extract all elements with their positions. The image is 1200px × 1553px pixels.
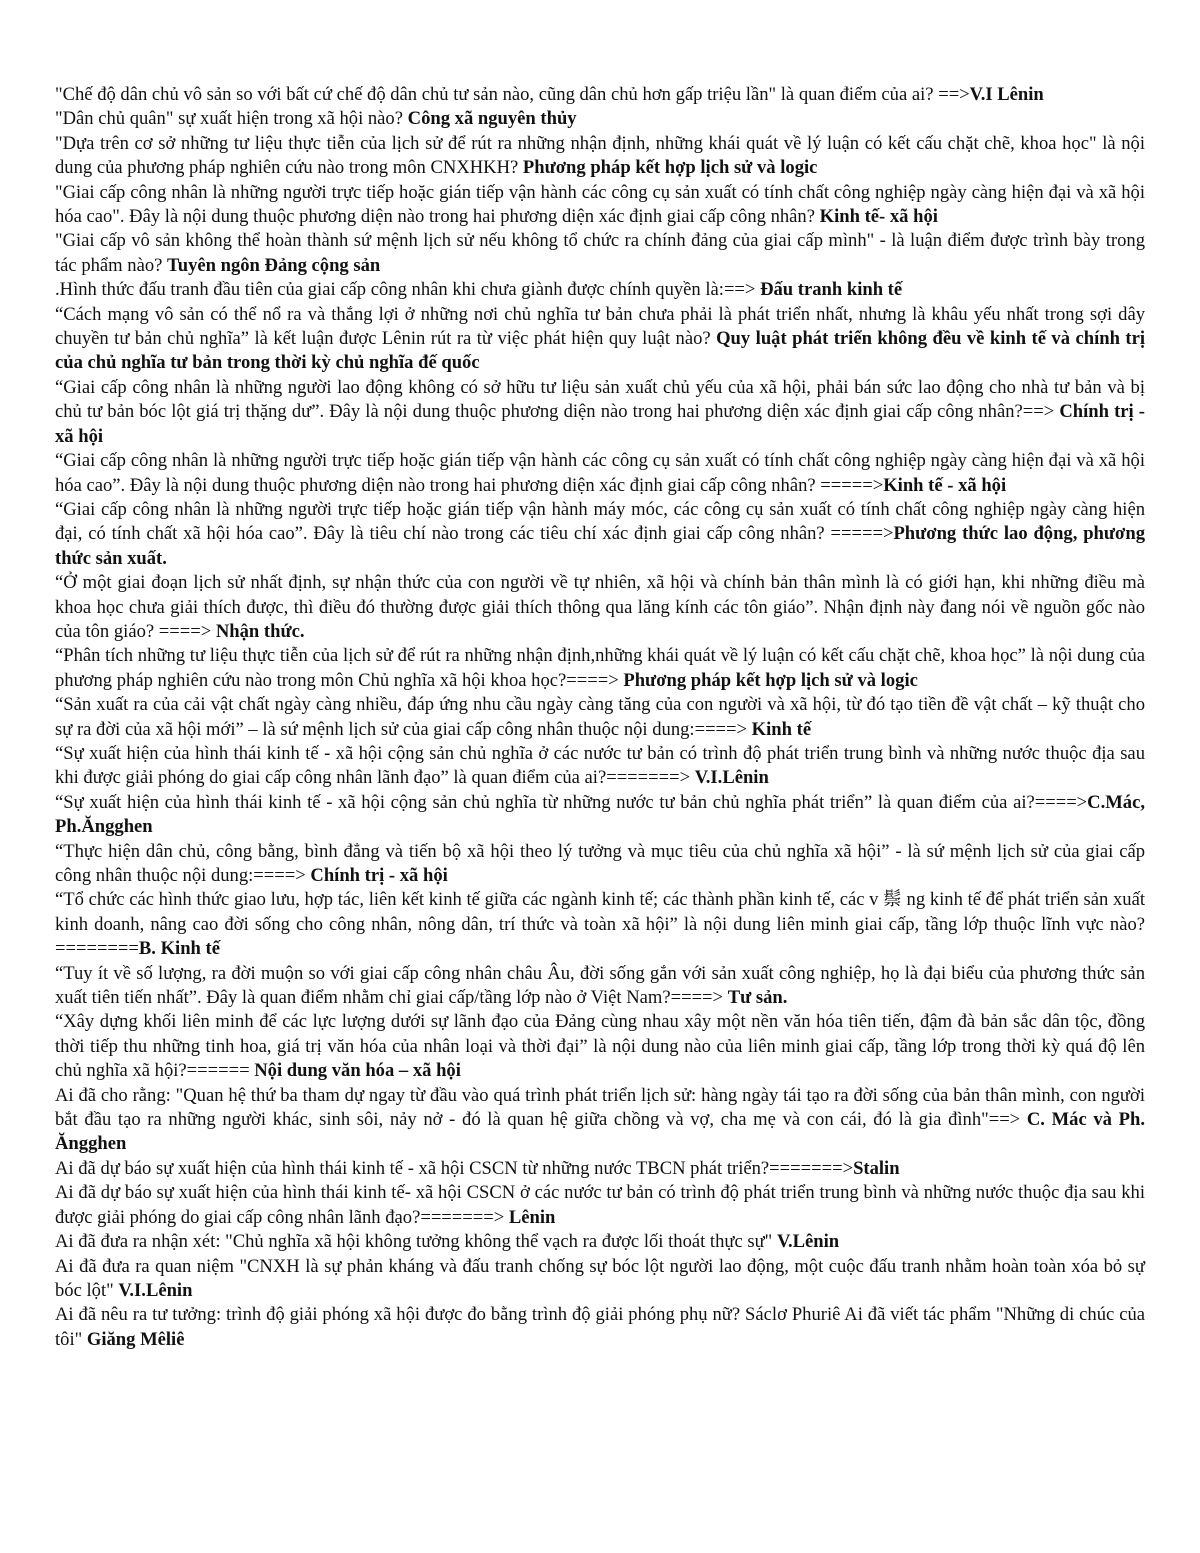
qa-paragraph [55,107,1145,131]
answer-text: Phương pháp kết hợp lịch sử và logic [522,157,818,179]
question-text: “Sự xuất hiện của hình thái kinh tế - xã hội cộng sản chủ nghĩa từ những nước tư bản chủ nghĩa phát triển” là quan điểm của ai?====> [55,791,1088,813]
question-text: Ai đã dự báo sự xuất hiện của hình thái kinh tế - xã hội CSCN từ những nước TBCN phát triển?=======> [55,1157,854,1179]
answer-text: V.Lênin [776,1231,840,1253]
question-text: “Giai cấp công nhân là những người lao động không có sở hữu tư liệu sản xuất chủ yếu của xã hội, phải bán sức lao động cho nhà tư bản và bị chủ tư bản bóc lột giá trị thặng dư”. Đây là nội dung thuộc phương diện nào trong hai phương diện xác định giai cấp công nhân?==> [55,376,1145,423]
answer-text: Tuyên ngôn Đảng cộng sản [167,254,381,276]
answer-text: Quy luật phát triển không đều về kinh tế và chính trị của chủ nghĩa tư bản trong thời kỳ chủ nghĩa đế quốc [55,328,1145,374]
answer-text: Giăng Mêliê [86,1328,185,1350]
question-text: “Phân tích những tư liệu thực tiễn của lịch sử để rút ra những nhận định,những khái quát về lý luận có kết cấu chặt chẽ, khoa học” là nội dung của phương pháp nghiên cứu nào trong môn Chủ nghĩa xã hội khoa học?====> [55,645,1145,691]
question-text: "Giai cấp công nhân là những người trực tiếp hoặc gián tiếp vận hành các công cụ sản xuất có tính chất công nghiệp ngày càng hiện đại và xã hội hóa cao". Đây là nội dung thuộc phương diện nào trong hai phương diện xác định giai cấp công nhân? [55,181,1145,228]
answer-text: C. Mác và Ph. Ăngghen [55,1109,1146,1155]
answer-text: Đấu tranh kinh tế [760,279,903,301]
qa-paragraph [55,1255,1145,1304]
qa-paragraph [55,1084,1145,1157]
question-text: “Giai cấp công nhân là những người trực tiếp hoặc gián tiếp vận hành các công cụ sản xuất có tính chất công nghiệp ngày càng hiện đại và xã hội hóa cao”. Đây là nội dung thuộc phương diện nào trong hai phương diện xác định giai cấp công nhân? =====> [55,450,1145,496]
question-text: "Dựa trên cơ sở những tư liệu thực tiễn của lịch sử để rút ra những nhận định, những khái quát về lý luận có kết cấu chặt chẽ, khoa học" là nội dung của phương pháp nghiên cứu nào trong môn CNXHKH? [55,132,1145,179]
question-text: "Giai cấp vô sản không thể hoàn thành sứ mệnh lịch sử nếu không tổ chức ra chính đảng của giai cấp mình" - là luận điểm được trình bày trong tác phẩm nào? [55,230,1145,276]
qa-paragraph [55,498,1145,571]
qa-paragraph [55,303,1145,376]
answer-text: V.I.Lênin [118,1279,193,1301]
answer-text: V.I Lênin [969,84,1044,105]
qa-paragraph [55,644,1145,693]
qa-paragraph [55,1157,1145,1181]
question-text: “Thực hiện dân chủ, công bằng, bình đẳng và tiến bộ xã hội theo lý tưởng và mục tiêu của chủ nghĩa xã hội” - là sứ mệnh lịch sử của giai cấp công nhân thuộc nội dung:====> [55,840,1145,886]
answer-text: Phương thức lao động, phương thức sản xuất. [55,523,1145,569]
qa-paragraph [55,1010,1145,1083]
answer-text: Stalin [853,1157,900,1179]
question-text: “Xây dựng khối liên minh để các lực lượng dưới sự lãnh đạo của Đảng cùng nhau xây một nền văn hóa tiên tiến, đậm đà bản sắc dân tộc, đồng thời tiếp thu những tinh hoa, giá trị văn hóa của nhân loại và thời đại” là nội dung nào của liên minh giai cấp, tầng lớp trong thời kỳ quá độ lên chủ nghĩa xã hội?====== [55,1011,1145,1082]
answer-text: Chính trị - xã hội [55,401,1145,447]
answer-text: Tư sản. [727,987,788,1009]
question-text: “Giai cấp công nhân là những người trực tiếp hoặc gián tiếp vận hành máy móc, các công cụ sản xuất có tính chất công nghiệp ngày càng hiện đại, có tính chất xã hội hóa cao”. Đây là tiêu chí nào trong các tiêu chí xác định giai cấp công nhân? =====> [55,498,1145,545]
question-text: “Ở một giai đoạn lịch sử nhất định, sự nhận thức của con người về tự nhiên, xã hội và chính bản thân mình là có giới hạn, khi những điều mà khoa học chưa giải thích được, thì điều đó thường được giải thích thông qua lăng kính các tôn giáo”. Nhận định này đang nói về nguồn gốc nào của tôn giáo? ====> [55,572,1145,642]
answer-text: Nhận thức. [215,620,305,642]
question-text: "Dân chủ quân" sự xuất hiện trong xã hội nào? [55,108,408,130]
qa-paragraph [55,278,1145,302]
question-text: “Tổ chức các hình thức giao lưu, hợp tác, liên kết kinh tế giữa các ngành kinh tế; các thành phần kinh tế, các v 鬃 ng kinh tế để phát triển sản xuất kinh doanh, nâng cao đời sống cho công nhân, nông dân, trí thức và toàn xã hội” là nội dung liên minh giai cấp, tầng lớp thuộc lĩnh vực nào?======== [55,889,1145,960]
question-text: Ai đã đưa ra quan niệm "CNXH là sự phản kháng và đấu tranh chống sự bóc lột người lao động, một cuộc đấu tranh nhằm hoàn toàn xóa bỏ sự bóc lột" [55,1255,1145,1301]
answer-text: Phương pháp kết hợp lịch sử và logic [623,669,918,691]
answer-text: C.Mác, Ph.Ăngghen [55,791,1145,838]
qa-paragraph [55,1181,1145,1230]
qa-paragraph [55,791,1145,840]
qa-paragraph [55,132,1145,181]
question-text: Ai đã dự báo sự xuất hiện của hình thái kinh tế- xã hội CSCN ở các nước tư bản có trình độ phát triển trung bình và những nước thuộc địa sau khi được giải phóng do giai cấp công nhân lãnh đạo?=======> [55,1182,1145,1228]
qa-paragraph [55,962,1145,1011]
answer-text: Kinh tế - xã hội [883,474,1007,496]
answer-text: V.I.Lênin [694,767,769,789]
question-text: “Sự xuất hiện của hình thái kinh tế - xã hội cộng sản chủ nghĩa ở các nước tư bản có trình độ phát triển trung bình và những nước thuộc địa sau khi được giải phóng do giai cấp công nhân lãnh đạo” là quan điểm của ai?=======> [55,742,1145,789]
qa-paragraph [55,840,1145,889]
question-text: “Sản xuất ra của cải vật chất ngày càng nhiều, đáp ứng nhu cầu ngày càng tăng của con người và xã hội, từ đó tạo tiền đề vật chất – kỹ thuật cho sự ra đời của xã hội mới” – là sứ mệnh lịch sử của giai cấp công nhân thuộc nội dung:====> [55,694,1145,740]
qa-paragraph [55,229,1145,278]
qa-paragraph [55,888,1145,961]
question-text: “Cách mạng vô sản có thể nổ ra và thắng lợi ở những nơi chủ nghĩa tư bản chưa phải là phát triển nhất, nhưng là khâu yếu nhất trong sợi dây chuyền tư bản chủ nghĩa” là kết luận được Lênin rút ra từ việc phát hiện quy luật nào? [55,303,1145,350]
answer-text: Kinh tế [751,718,812,740]
question-text: “Tuy ít về số lượng, ra đời muộn so với giai cấp công nhân châu Âu, đời sống gắn với sản xuất công nghiệp, họ là đại biểu của phương thức sản xuất tiên tiến nhất”. Đây là quan điểm nhằm chỉ giai cấp/tầng lớp nào ở Việt Nam?====> [55,962,1145,1009]
document-page [55,83,1145,1352]
qa-paragraph [55,376,1145,449]
question-text: Ai đã nêu ra tư tưởng: trình độ giải phóng xã hội được đo bằng trình độ giải phóng phụ nữ? Sáclơ Phuriê Ai đã viết tác phẩm "Những di chúc của tôi" [55,1304,1145,1350]
qa-paragraph [55,693,1145,742]
answer-text: Nội dung văn hóa – xã hội [254,1060,461,1082]
question-text: .Hình thức đấu tranh đầu tiên của giai cấp công nhân khi chưa giành được chính quyền là:==> [55,279,761,301]
qa-paragraph [55,83,1145,107]
qa-paragraph [55,449,1145,498]
qa-paragraph [55,1303,1145,1352]
qa-paragraph [55,742,1145,791]
question-text: "Chế độ dân chủ vô sản so với bất cứ chế độ dân chủ tư sản nào, cũng dân chủ hơn gấp triệu lần" là quan điểm của ai? ==> [55,84,970,105]
answer-text: Công xã nguyên thủy [407,108,577,130]
answer-text: Lênin [508,1206,556,1228]
answer-text: Chính trị - xã hội [310,865,448,886]
answer-text: B. Kinh tế [138,938,220,960]
qa-paragraph [55,571,1145,644]
question-text: Ai đã đưa ra nhận xét: "Chủ nghĩa xã hội không tưởng không thể vạch ra được lối thoát thực sự" [55,1231,777,1253]
qa-paragraph [55,181,1145,230]
answer-text: Kinh tế- xã hội [819,206,938,228]
question-text: Ai đã cho rằng: "Quan hệ thứ ba tham dự ngay từ đầu vào quá trình phát triển lịch sử: hàng ngày tái tạo ra đời sống của bản thân mình, con người bắt đầu tạo ra những người khác, sinh sôi, nảy nở - đó là quan hệ giữa chồng và vợ, cha mẹ và con cái, đó là gia đình"==> [55,1084,1145,1131]
qa-paragraph [55,1230,1145,1254]
